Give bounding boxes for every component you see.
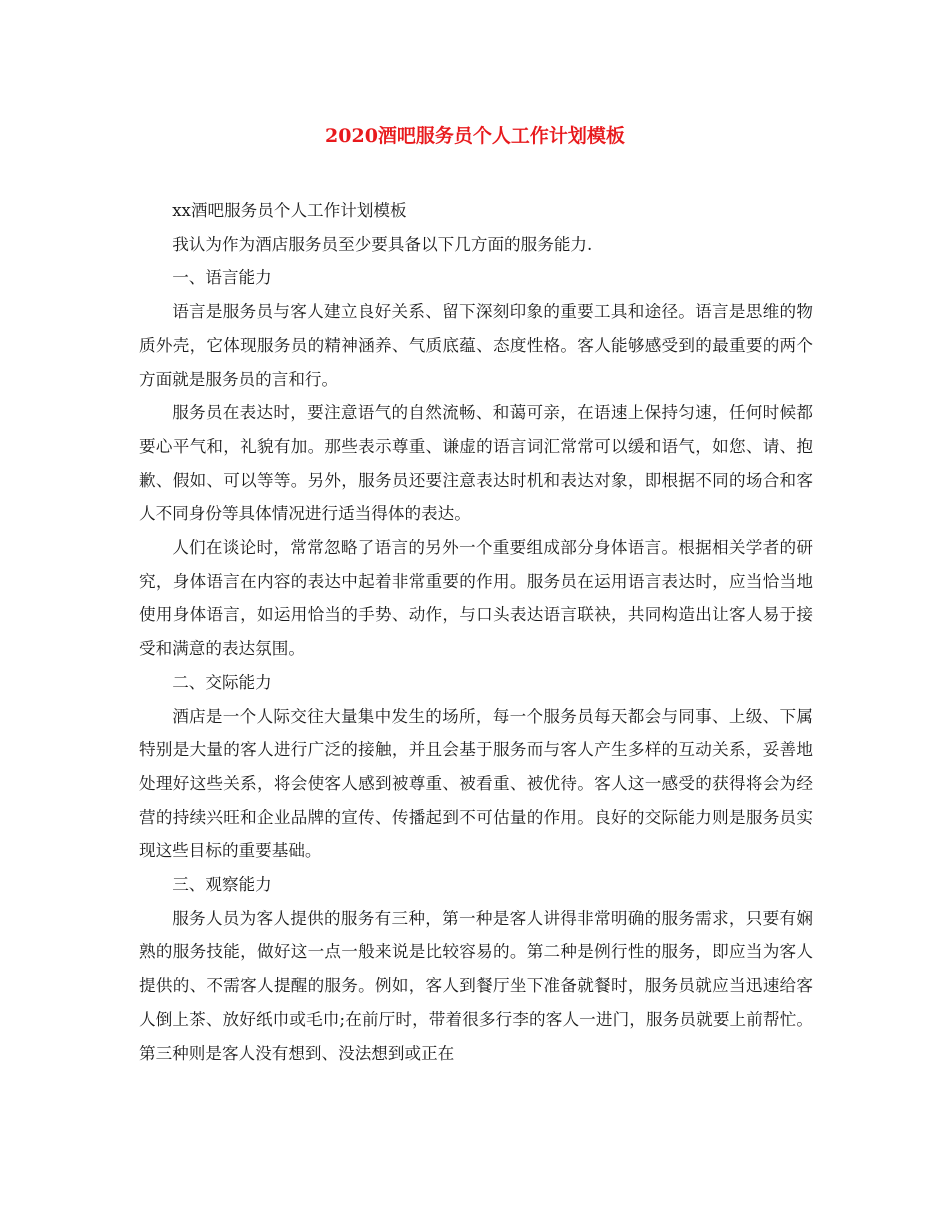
paragraph-intro: 我认为作为酒店服务员至少要具备以下几方面的服务能力. bbox=[172, 234, 593, 254]
paragraph: 酒店是一个人际交往大量集中发生的场所，每一个服务员每天都会与同事、上级、下属特别是大量的客人进行广泛的接触，并且会基于服务而与客人产生多样的互动关系，妥善地处理好这些关系，将会使客人感到被尊重、被看重、被优待。客人这一感受的获得将会为经营的持续兴旺和企业品牌的宣传、传播起到不可估量的作用。良好的交际能力则是服务员实现这些目标的重要基础。 bbox=[139, 706, 813, 861]
section-heading-language: 一、语言能力 bbox=[172, 268, 272, 288]
paragraph-subtitle: xx酒吧服务员个人工作计划模板 bbox=[172, 201, 407, 220]
paragraph: 人们在谈论时，常常忽略了语言的另外一个重要组成部分身体语言。根据相关学者的研究，身体语言在内容的表达中起着非常重要的作用。服务员在运用语言表达时，应当恰当地使用身体语言，如运用恰当的手势、动作，与口头表达语言联袂，共同构造出让客人易于接受和满意的表达氛围。 bbox=[139, 538, 813, 659]
section-heading-observation: 三、观察能力 bbox=[172, 875, 272, 895]
document-title: 2020酒吧服务员个人工作计划模板 bbox=[325, 125, 625, 147]
section-heading-social: 二、交际能力 bbox=[172, 672, 272, 692]
paragraph: 服务人员为客人提供的服务有三种，第一种是客人讲得非常明确的服务需求，只要有娴熟的服务技能，做好这一点一般来说是比较容易的。第二种是例行性的服务，即应当为客人提供的、不需客人提醒的服务。例如，客人到餐厅坐下准备就餐时，服务员就应当迅速给客人倒上茶、放好纸巾或毛巾;在前厅时，带着很多行李的客人一进门，服务员就要上前帮忙。第三种则是客人没有想到、没法想到或正在 bbox=[139, 908, 813, 1063]
paragraph: 语言是服务员与客人建立良好关系、留下深刻印象的重要工具和途径。语言是思维的物质外壳，它体现服务员的精神涵养、气质底蕴、态度性格。客人能够感受到的最重要的两个方面就是服务员的言和行。 bbox=[139, 302, 813, 389]
paragraph: 服务员在表达时，要注意语气的自然流畅、和蔼可亲，在语速上保持匀速，任何时候都要心平气和，礼貌有加。那些表示尊重、谦虚的语言词汇常常可以缓和语气，如您、请、抱歉、假如、可以等等。另外，服务员还要注意表达时机和表达对象，即根据不同的场合和客人不同身份等具体情况进行适当得体的表达。 bbox=[139, 403, 813, 524]
document-body bbox=[139, 194, 813, 1070]
